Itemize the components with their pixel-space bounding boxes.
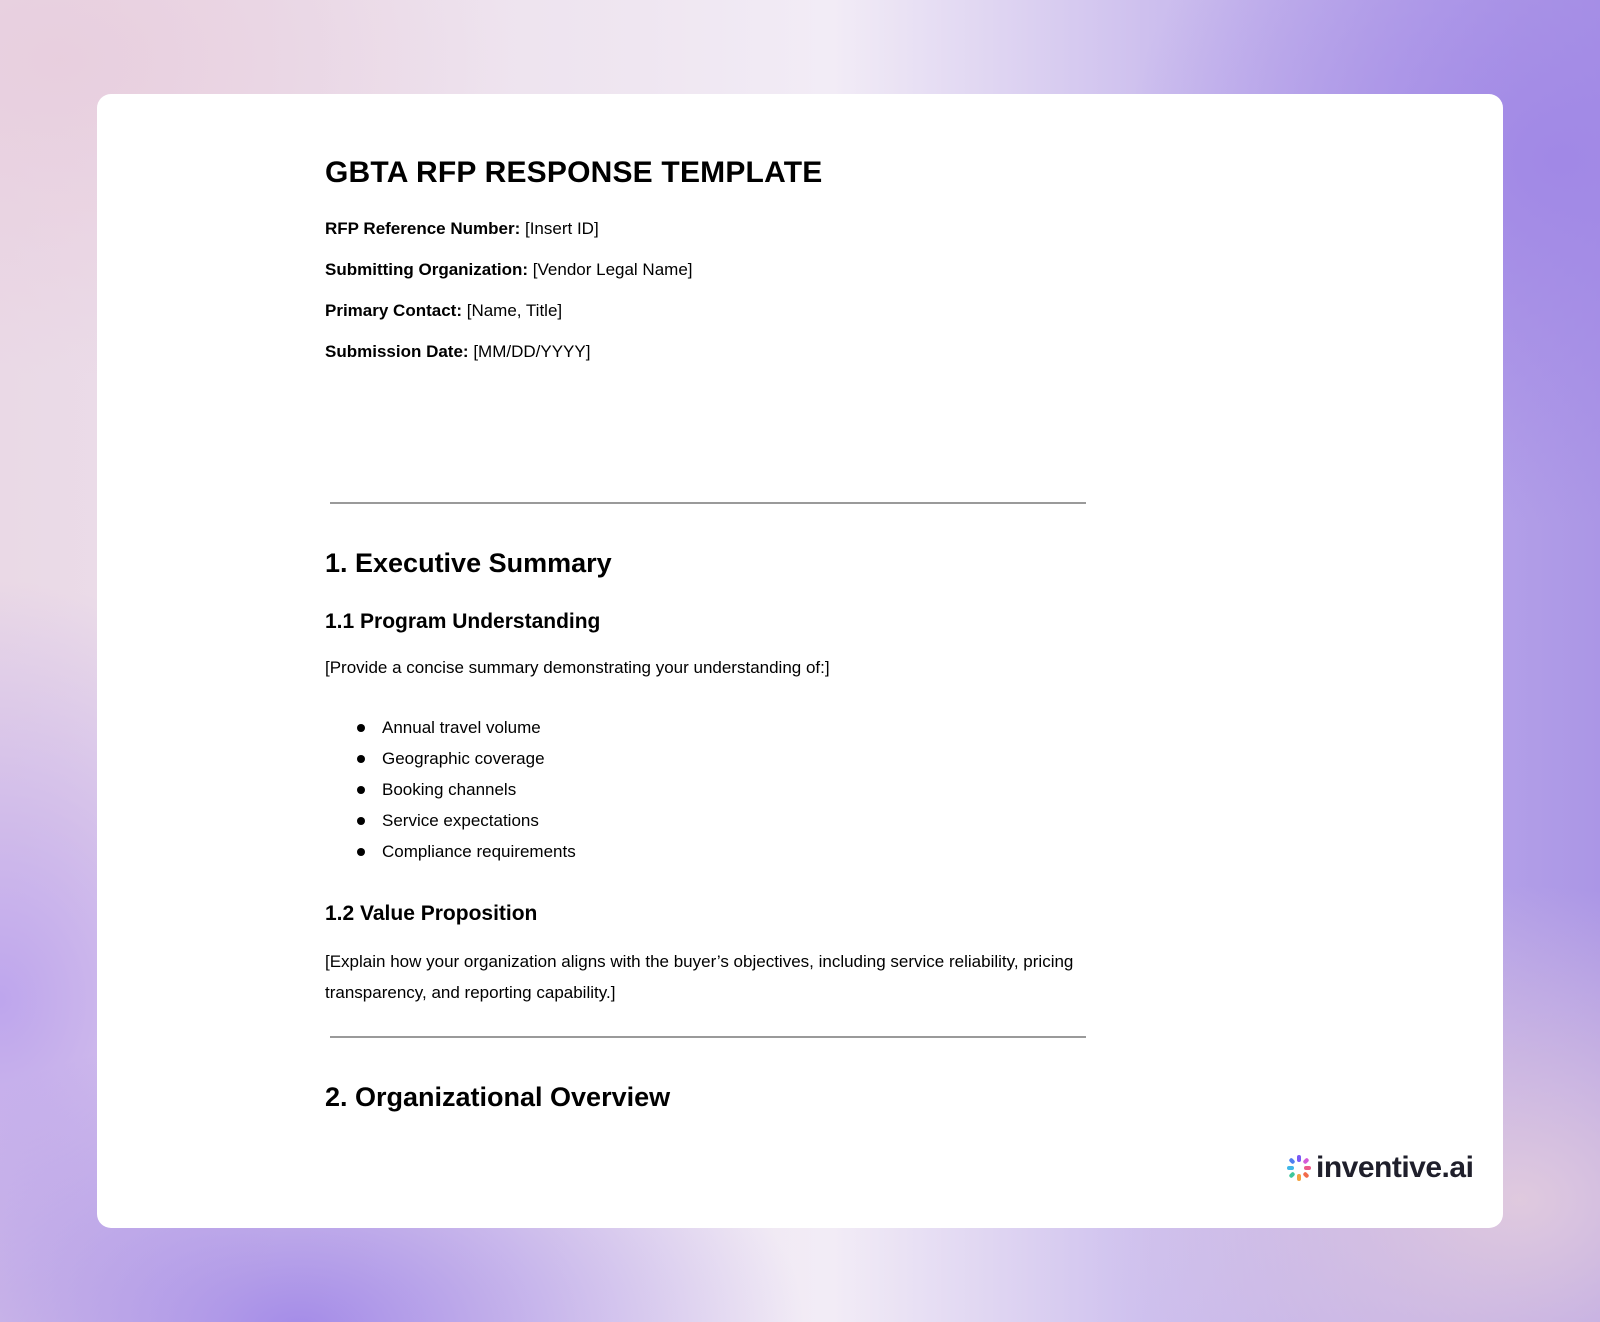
document-meta: [325, 218, 1085, 363]
list-item: Booking channels: [325, 774, 576, 805]
subsection-heading-value-proposition: 1.2 Value Proposition: [325, 902, 538, 925]
bullet-icon: [357, 817, 365, 825]
horizontal-divider: [330, 502, 1086, 504]
document-title: GBTA RFP RESPONSE TEMPLATE: [325, 156, 823, 189]
document-header: [325, 156, 1085, 382]
meta-primary-contact: [325, 300, 1085, 322]
list-item: Service expectations: [325, 805, 576, 836]
meta-submission-date: [325, 341, 1085, 363]
bullet-icon: [357, 755, 365, 763]
horizontal-divider: [330, 1036, 1086, 1038]
inventive-burst-logo-icon: [1286, 1154, 1312, 1182]
brand-wordmark: inventive.ai: [1316, 1151, 1474, 1184]
meta-value: [Vendor Legal Name]: [532, 260, 693, 279]
program-understanding-intro: [Provide a concise summary demonstrating your understanding of:]: [325, 658, 830, 677]
list-item: Annual travel volume: [325, 712, 576, 743]
subsection-heading-program-understanding: 1.1 Program Understanding: [325, 610, 601, 633]
bullet-icon: [357, 724, 365, 732]
list-item: Geographic coverage: [325, 743, 576, 774]
bullet-icon: [357, 786, 365, 794]
section-heading-executive-summary: 1. Executive Summary: [325, 548, 612, 578]
meta-rfp-reference: [325, 218, 1085, 240]
inventive-ai-logo: [1286, 1151, 1473, 1185]
meta-value: [MM/DD/YYYY]: [473, 342, 591, 361]
meta-label: Primary Contact:: [325, 301, 462, 320]
meta-label: RFP Reference Number:: [325, 219, 521, 238]
meta-label: Submitting Organization:: [325, 260, 529, 279]
meta-label: Submission Date:: [325, 342, 469, 361]
bullet-icon: [357, 848, 365, 856]
meta-submitting-organization: [325, 259, 1085, 281]
list-item: Compliance requirements: [325, 836, 576, 867]
meta-value: [Name, Title]: [466, 301, 563, 320]
program-understanding-list: [325, 712, 576, 867]
meta-value: [Insert ID]: [524, 219, 599, 238]
value-proposition-body: [Explain how your organization aligns with the buyer’s objectives, including service reliability, pricing transparency, and reporting capability.]: [325, 952, 1074, 1002]
section-heading-organizational-overview: 2. Organizational Overview: [325, 1082, 671, 1112]
